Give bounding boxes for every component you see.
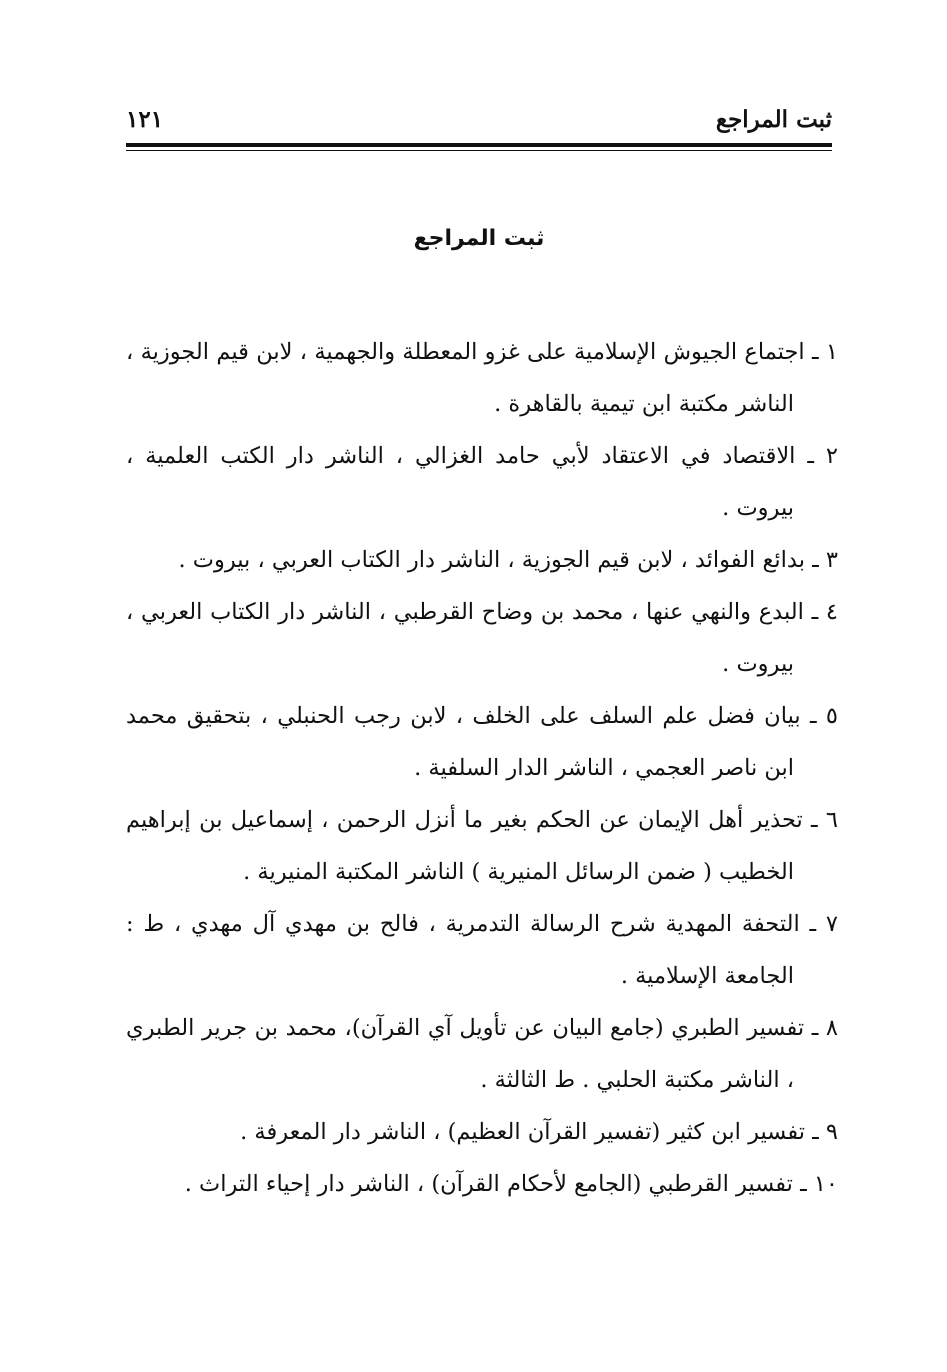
reference-item: ٩ ـ تفسير ابن كثير (تفسير القرآن العظيم) ، الناشر دار المعرفة . xyxy=(240,1119,838,1145)
reference-item: ٤ ـ البدع والنهي عنها ، محمد بن وضاح القرطبي ، الناشر دار الكتاب العربي ، بيروت . xyxy=(126,599,838,677)
reference-item: ٦ ـ تحذير أهل الإيمان عن الحكم بغير ما أنزل الرحمن ، إسماعيل بن إبراهيم الخطيب ( ضمن الرسائل المنيرية ) الناشر المكتبة المنيرية . xyxy=(126,807,838,885)
header-rule-thick xyxy=(126,143,832,147)
reference-item: ٨ ـ تفسير الطبري (جامع البيان عن تأويل آي القرآن)، محمد بن جرير الطبري ، الناشر مكتبة الحلبي . ط الثالثة . xyxy=(126,1015,838,1093)
references-list xyxy=(126,326,838,1210)
page-number: ١٢١ xyxy=(126,106,164,133)
reference-item: ٢ ـ الاقتصاد في الاعتقاد لأبي حامد الغزالي ، الناشر دار الكتب العلمية ، بيروت . xyxy=(126,443,838,521)
page-header xyxy=(126,100,832,140)
running-head: ثبت المراجع xyxy=(715,106,832,133)
header-rule-thin xyxy=(126,150,832,151)
section-title: ثبت المراجع xyxy=(413,226,545,251)
reference-item: ١٠ ـ تفسير القرطبي (الجامع لأحكام القرآن) ، الناشر دار إحياء التراث . xyxy=(184,1171,838,1197)
reference-item: ٣ ـ بدائع الفوائد ، لابن قيم الجوزية ، الناشر دار الكتاب العربي ، بيروت . xyxy=(178,547,838,573)
reference-item: ٥ ـ بيان فضل علم السلف على الخلف ، لابن رجب الحنبلي ، بتحقيق محمد ابن ناصر العجمي ، الناشر الدار السلفية . xyxy=(126,703,838,781)
reference-item: ٧ ـ التحفة المهدية شرح الرسالة التدمرية ، فالح بن مهدي آل مهدي ، ط : الجامعة الإسلامية . xyxy=(126,911,838,989)
reference-item: ١ ـ اجتماع الجيوش الإسلامية على غزو المعطلة والجهمية ، لابن قيم الجوزية ، الناشر مكتبة ابن تيمية بالقاهرة . xyxy=(126,339,838,417)
